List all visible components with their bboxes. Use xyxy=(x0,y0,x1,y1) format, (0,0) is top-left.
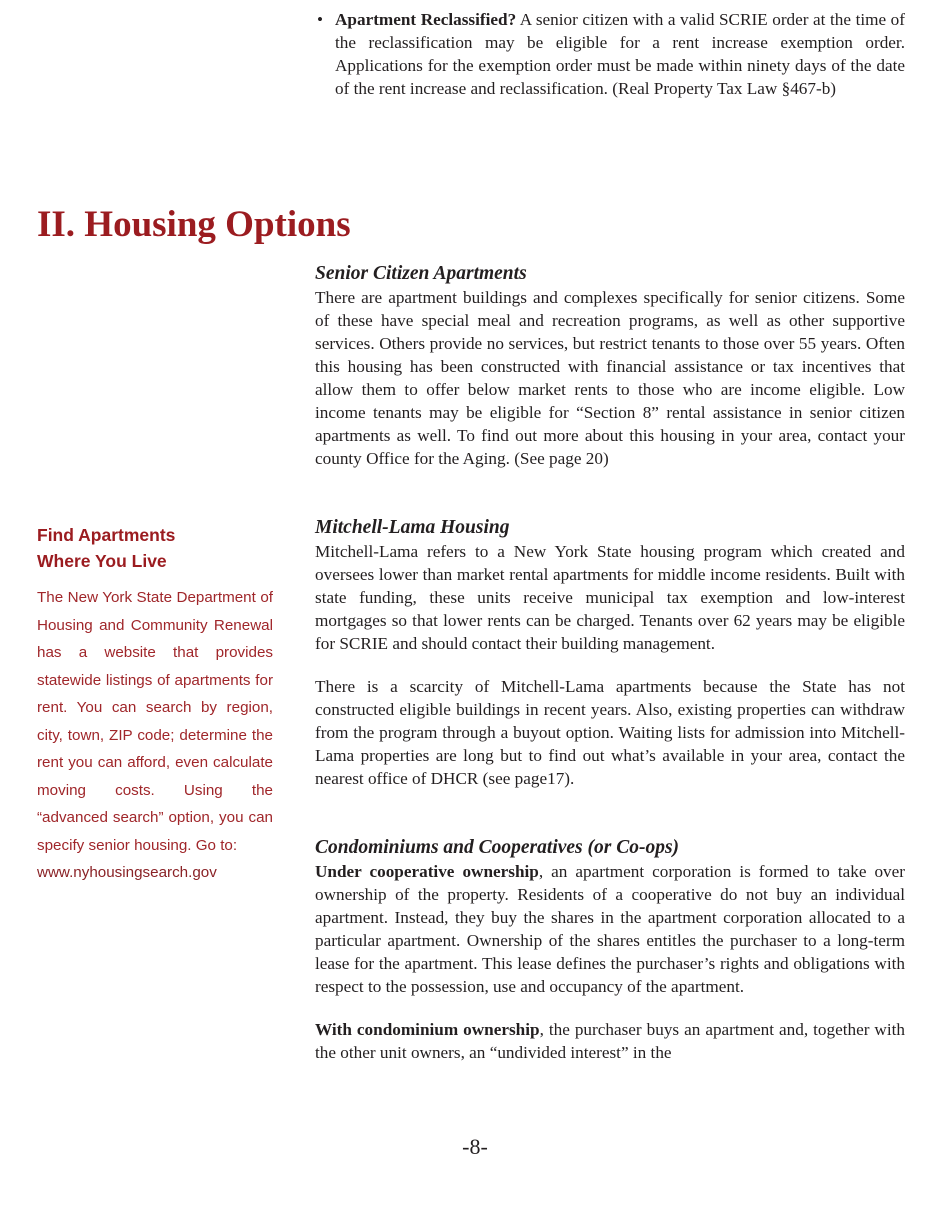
sidebar-title xyxy=(37,522,273,574)
sidebar-title-line: Where You Live xyxy=(37,551,167,571)
paragraph-text: , the purchaser buys an apartment and, together with the other unit owners, an “undivided interest” in the xyxy=(315,1020,905,1062)
bullet-title: Apartment Reclassified? xyxy=(335,10,517,29)
sidebar-body: The New York State Department of Housing and Community Renewal has a website that provides statewide listings of apartments for rent. You can search by region, city, town, ZIP code; determine the rent you can afford, even calculate moving costs. Using the “advanced search” option, you can specify senior housing. Go to: xyxy=(37,589,273,854)
section-paragraph: There are apartment buildings and complexes specifically for senior citizens. Some of these have special meal and recreation programs, as well as other supportive services. Others provide no services, but restrict tenants to those over 55 years. Often this housing has been constructed with financial assistance or tax incentives that allow them to offer below market rents to those who are income eligible. Low income tenants may be eligible for “Section 8” rental assistance in senior citizen apartments as well. To find out more about this housing in your area, contact your county Office for the Aging. (See page 20) xyxy=(315,288,905,468)
section-senior-citizen-apartments xyxy=(315,262,905,470)
page-title: II. Housing Options xyxy=(37,204,351,245)
section-paragraph: There is a scarcity of Mitchell-Lama apartments because the State has not constructed eligible buildings in recent years. Also, existing properties can withdraw from the program through a buyout option. Waiting lists for admission into Mitchell-Lama properties are long but to find out what’s available in your area, contact the nearest office of DHCR (see page17). xyxy=(315,677,905,788)
section-paragraph xyxy=(315,1018,905,1064)
sidebar-callout xyxy=(37,522,273,886)
section-title: Mitchell-Lama Housing xyxy=(315,517,510,538)
section-mitchell-lama-housing xyxy=(315,516,905,790)
section-title: Condominiums and Cooperatives (or Co-ops) xyxy=(315,837,680,858)
section-condominiums-cooperatives xyxy=(315,836,905,1064)
sidebar-url-link[interactable]: www.nyhousingsearch.gov xyxy=(37,864,217,881)
section-paragraph xyxy=(315,860,905,998)
bold-lead: Under cooperative ownership xyxy=(315,862,539,881)
paragraph-text: , an apartment corporation is formed to take over ownership of the property. Residents of a cooperative do not buy an individual apartment. Instead, they buy the shares in the apartment corporation allocated to a particular apartment. Ownership of the shares entitles the purchaser to a long-term lease for the apartment. This lease defines the purchaser’s rights and obligations with respect to the possession, use and occupancy of the apartment. xyxy=(315,862,905,996)
section-paragraph: Mitchell-Lama refers to a New York State housing program which created and oversees lower than market rental apartments for middle income residents. Built with state funding, these units receive municipal tax exemption and low-interest mortgages so that lower rents can be charged. Tenants over 62 years may be eligible for SCRIE and should contact their building management. xyxy=(315,542,905,653)
bold-lead: With condominium ownership xyxy=(315,1020,540,1039)
main-column xyxy=(315,262,905,1064)
bullet-text: A senior citizen with a valid SCRIE order at the time of the reclassification may be eligible for a rent increase exemption order. Applications for the exemption order must be made within ninety days of the date of the rent increase and reclassification. (Real Property Tax Law §467-b) xyxy=(335,10,905,98)
bullet-apartment-reclassified xyxy=(317,8,905,100)
page-number: -8- xyxy=(462,1134,488,1159)
sidebar-title-line: Find Apartments xyxy=(37,525,176,545)
section-title: Senior Citizen Apartments xyxy=(315,263,527,284)
bullet-icon: • xyxy=(317,10,324,29)
